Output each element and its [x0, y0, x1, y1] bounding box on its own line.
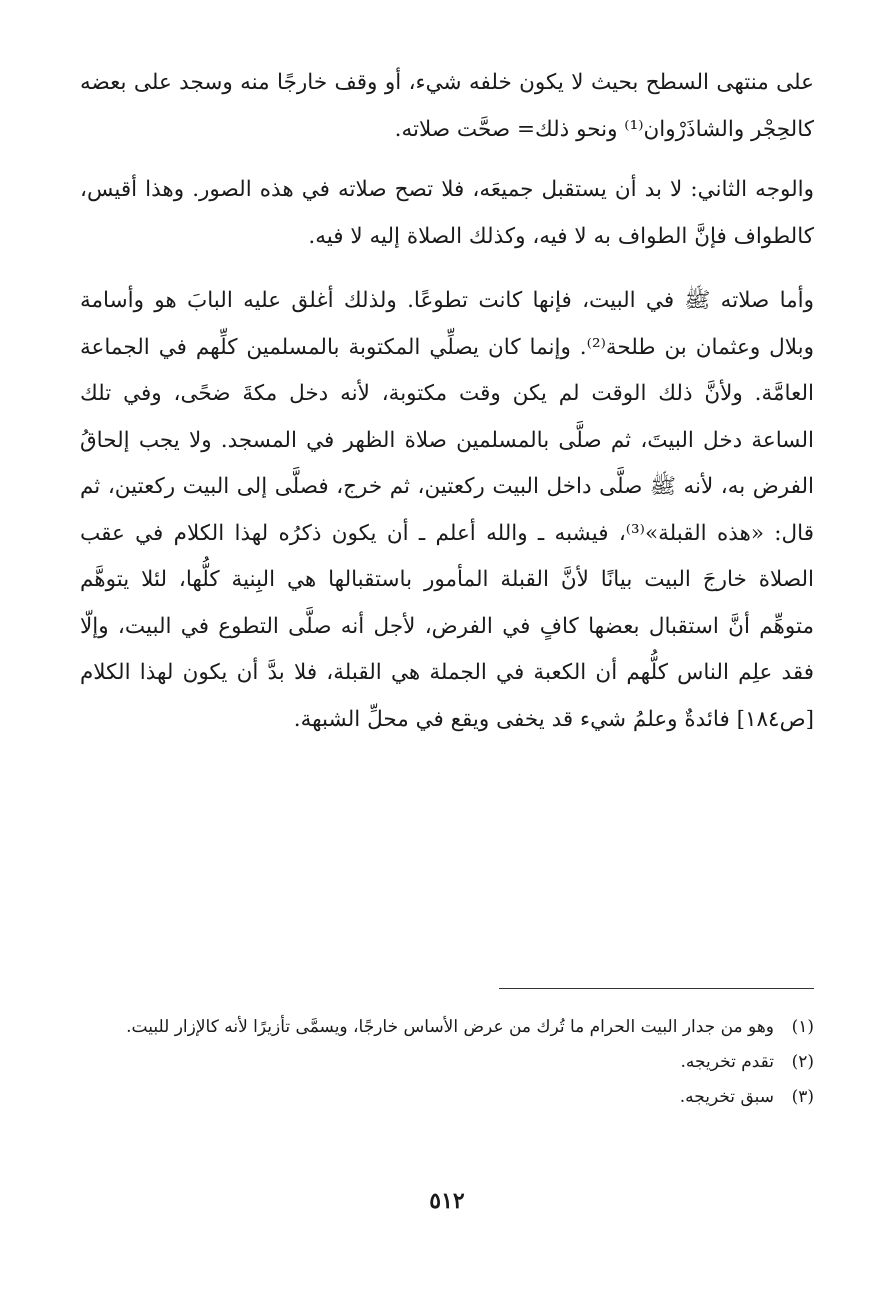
paragraph: على منتهى السطح بحيث لا يكون خلفه شيء، أو وقف خارجًا منه وسجد على بعضه كالحِجْر والشاذَرْوان⁽¹⁾ ونحو ذلك= صحَّت صلاته.	[80, 70, 814, 142]
page-number: ٥١٢	[429, 1188, 465, 1214]
paragraph: والوجه الثاني: لا بد أن يستقبل جميعَه، فلا تصح صلاته في هذه الصور. وهذا أقيس، كالطواف فإنَّ الطواف به لا فيه، وكذلك الصلاة إليه لا فيه.	[80, 177, 814, 249]
footnote-separator	[499, 988, 814, 989]
footnote	[80, 1080, 814, 1115]
body-text	[80, 60, 814, 743]
footnote	[80, 1045, 814, 1080]
footnote-text: سبق تخريجه.	[679, 1087, 774, 1107]
footnote-text: وهو من جدار البيت الحرام ما تُرك من عرض الأساس خارجًا، ويسمَّى تأزيرًا لأنه كالإزار للبيت.	[126, 1017, 774, 1037]
paragraph: وأما صلاته ﷺ في البيت، فإنها كانت تطوعًا. ولذلك أغلق عليه البابَ هو وأسامة وبلال وعثمان بن طلحة⁽²⁾. وإنما كان يصلِّي المكتوبة بالمسلمين كلِّهم في الجماعة العامَّة. ولأنَّ ذلك الوقت لم يكن وقت مكتوبة، لأنه دخل مكةَ ضحًى، وفي تلك الساعة دخل البيتَ، ثم صلَّى بالمسلمين صلاة الظهر في المسجد. ولا يجب إلحاقُ الفرض به، لأنه ﷺ صلَّى داخل البيت ركعتين، ثم خرج، فصلَّى إلى البيت ركعتين، ثم قال: «هذه القبلة»⁽³⁾، فيشبه ـ والله أعلم ـ أن يكون ذكرُه لهذا الكلام في عقب الصلاة خارجَ البيت بيانًا لأنَّ القبلة المأمور باستقبالها هي البِنية كلُّها، لئلا يتوهَّم متوهِّم أنَّ استقبال بعضها كافٍ في الفرض، لأجل أنه صلَّى التطوع في البيت، وإلّا فقد علِم الناس كلُّهم أن الكعبة في الجملة هي القبلة، فلا بدَّ أن يكون لهذا الكلام [ص١٨٤] فائدةٌ وعلمُ شيء قد يخفى ويقع في محلِّ الشبهة.	[80, 288, 815, 732]
book-page	[80, 60, 814, 1290]
footnote-number: (١)	[791, 1017, 814, 1037]
footnote-number: (٢)	[791, 1052, 814, 1072]
footnote	[80, 1010, 814, 1045]
footnote-text: تقدم تخريجه.	[680, 1052, 774, 1072]
footnotes	[80, 1010, 814, 1115]
footnote-number: (٣)	[791, 1087, 814, 1107]
